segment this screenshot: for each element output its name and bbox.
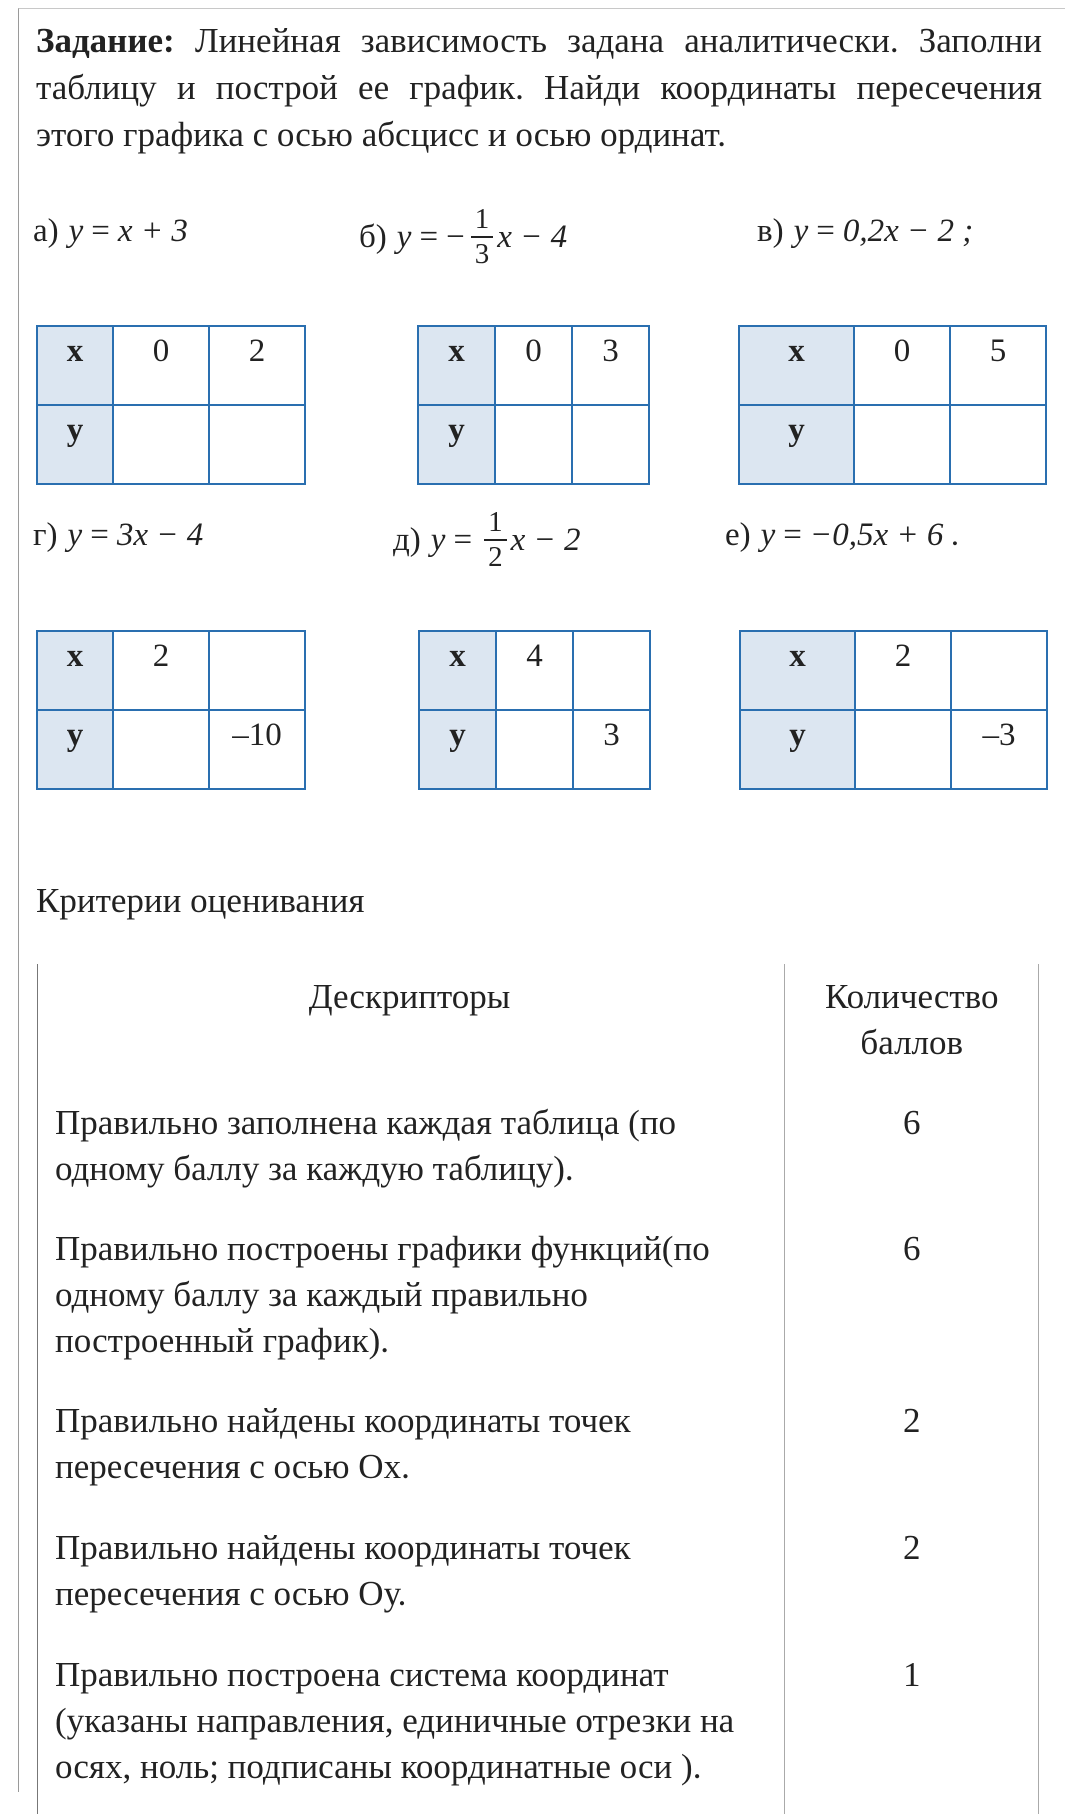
points-cell: 6	[785, 1216, 1039, 1388]
table-x-header: x	[418, 326, 495, 405]
equation-prefix: в)	[757, 213, 784, 249]
table-x-header: x	[37, 326, 113, 405]
worksheet-page	[18, 8, 1065, 1792]
table-cell	[855, 710, 951, 789]
equation-sign: −	[446, 218, 465, 255]
equation-lhs: y	[430, 521, 446, 558]
equation-lhs: y	[760, 517, 776, 553]
equation-rhs: x − 2	[510, 521, 581, 558]
fraction-denominator: 2	[488, 541, 503, 573]
table-cell: –3	[951, 710, 1047, 789]
table-y-header: y	[37, 710, 113, 789]
table-cell	[573, 631, 650, 710]
task-label: Задание:	[36, 21, 175, 60]
task-text: Линейная зависимость задана аналитически. Заполни таблицу и построй ее график. Найди координаты пересечения этого графика с осью абсцисс и осью ординат.	[36, 21, 1043, 154]
points-header: Количество баллов	[785, 964, 1039, 1090]
value-table-a	[36, 325, 306, 485]
criteria-row	[38, 1642, 1039, 1814]
table-y-header: y	[739, 405, 854, 484]
fraction-numerator: 1	[484, 506, 507, 541]
descriptor-cell: Правильно построены графики функций(по одному баллу за каждый правильно построенный график).	[38, 1216, 785, 1388]
table-cell	[113, 405, 209, 484]
value-table-d	[418, 630, 651, 790]
equation-d	[393, 506, 580, 574]
equation-equals: =	[419, 218, 439, 255]
table-cell: 5	[950, 326, 1046, 405]
equation-prefix: б)	[359, 218, 387, 255]
descriptor-cell: Правильно найдены координаты точек пересечения с осью Ох.	[38, 1388, 785, 1515]
equation-fraction	[471, 203, 494, 271]
table-cell	[951, 631, 1047, 710]
table-cell	[572, 405, 649, 484]
table-x-header: x	[37, 631, 113, 710]
equation-prefix: д)	[393, 521, 421, 558]
table-x-header: x	[419, 631, 496, 710]
table-cell	[854, 405, 950, 484]
equation-equals: =	[453, 521, 473, 558]
equation-equals: =	[816, 213, 835, 249]
equation-equals: =	[90, 517, 109, 553]
fraction-denominator: 3	[474, 238, 490, 270]
task-statement	[36, 17, 1042, 158]
criteria-row	[38, 1216, 1039, 1388]
table-cell: 2	[855, 631, 951, 710]
table-y-header: y	[37, 405, 113, 484]
table-cell	[209, 631, 305, 710]
equation-fraction	[484, 506, 507, 574]
table-cell: 3	[572, 326, 649, 405]
points-cell: 2	[785, 1388, 1039, 1515]
table-cell: 0	[113, 326, 209, 405]
table-cell	[496, 710, 573, 789]
table-x-header: x	[739, 326, 854, 405]
points-cell: 2	[785, 1515, 1039, 1642]
descriptor-cell: Правильно найдены координаты точек пересечения с осью Оу.	[38, 1515, 785, 1642]
table-cell	[950, 405, 1046, 484]
equation-b	[359, 203, 567, 271]
equation-equals: =	[91, 213, 110, 249]
equation-equals: =	[783, 517, 802, 553]
table-cell	[113, 710, 209, 789]
equation-rhs: x + 3	[117, 213, 188, 249]
criteria-row	[38, 1090, 1039, 1216]
criteria-title: Критерии оценивания	[36, 881, 365, 920]
equation-rhs: x − 4	[497, 218, 568, 255]
criteria-row	[38, 1515, 1039, 1642]
table-cell: 3	[573, 710, 650, 789]
table-y-header: y	[740, 710, 855, 789]
descriptor-header: Дескрипторы	[38, 964, 785, 1090]
equation-prefix: г)	[33, 517, 58, 553]
equation-v	[757, 213, 973, 250]
equation-g	[33, 517, 203, 554]
table-cell: 0	[495, 326, 572, 405]
descriptor-cell: Правильно построена система координат (указаны направления, единичные отрезки на осях, ноль; подписаны координатные оси ).	[38, 1642, 785, 1814]
value-table-v	[738, 325, 1047, 485]
table-cell: 4	[496, 631, 573, 710]
points-cell: 1	[785, 1642, 1039, 1814]
table-cell: 2	[209, 326, 305, 405]
value-table-b	[417, 325, 650, 485]
equation-lhs: y	[68, 213, 84, 249]
points-cell: 6	[785, 1090, 1039, 1216]
table-y-header: y	[418, 405, 495, 484]
criteria-header-row	[38, 964, 1039, 1090]
table-cell: 0	[854, 326, 950, 405]
value-table-g	[36, 630, 306, 790]
criteria-row	[38, 1388, 1039, 1515]
equation-rhs: 3x − 4	[116, 517, 204, 553]
equation-lhs: y	[396, 218, 412, 255]
equation-e	[725, 517, 960, 554]
equation-lhs: y	[793, 213, 809, 249]
table-cell	[209, 405, 305, 484]
table-cell: –10	[209, 710, 305, 789]
equation-lhs: y	[67, 517, 83, 553]
table-y-header: y	[419, 710, 496, 789]
equation-rhs: 0,2x − 2 ;	[842, 213, 974, 249]
table-cell	[495, 405, 572, 484]
criteria-table	[37, 964, 1039, 1814]
value-table-e	[739, 630, 1048, 790]
descriptor-cell: Правильно заполнена каждая таблица (по одному баллу за каждую таблицу).	[38, 1090, 785, 1216]
equation-a	[33, 213, 188, 250]
equation-rhs: −0,5x + 6 .	[809, 517, 960, 553]
fraction-numerator: 1	[471, 203, 494, 238]
equation-prefix: а)	[33, 213, 59, 249]
table-x-header: x	[740, 631, 855, 710]
equation-prefix: е)	[725, 517, 751, 553]
table-cell: 2	[113, 631, 209, 710]
